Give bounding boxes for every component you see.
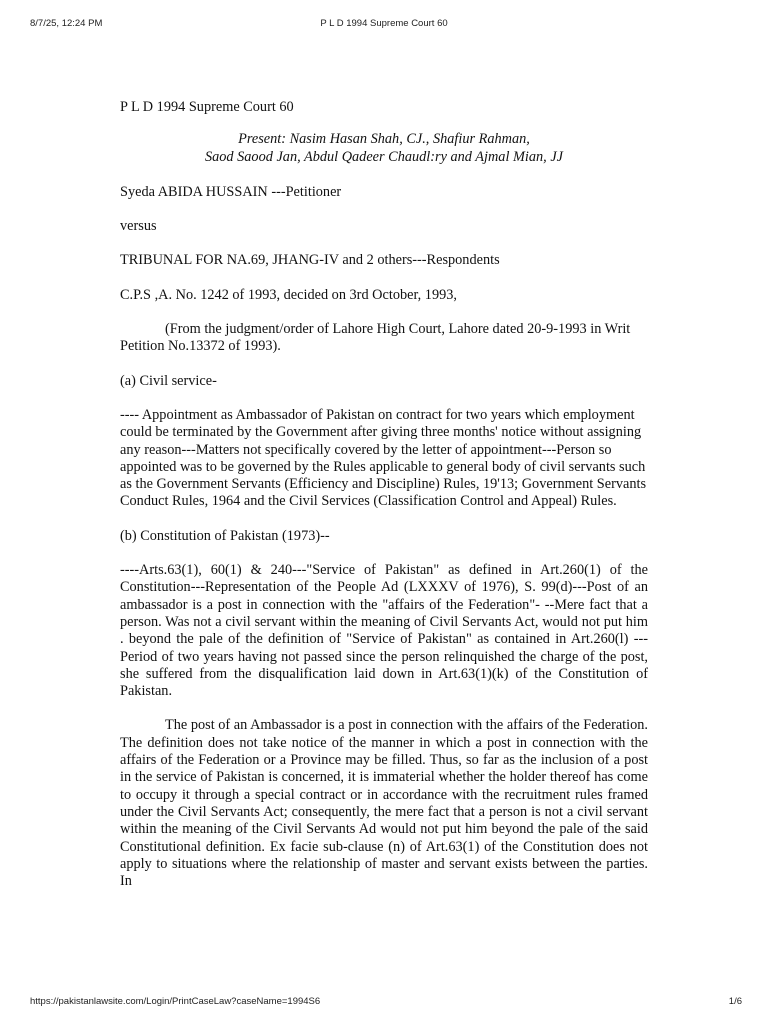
print-footer: [0, 996, 768, 1010]
page-number: 1/6: [728, 996, 742, 1007]
heading-civil-service: (a) Civil service-: [120, 372, 217, 389]
respondents: TRIBUNAL FOR NA.69, JHANG-IV and 2 others---Respondents: [120, 252, 500, 269]
print-header: [0, 18, 768, 32]
paragraph-civil-service: ---- Appointment as Ambassador of Pakistan on contract for two years which employment could be terminated by the Government after giving three months' notice without assigning any reason---Matters not specifically covered by the letter of appointment---Person so appointed was to be governed by the Rules applicable to general body of civil servants such as the Government Servants (Efficiency and Discipline) Rules, 19'13; Government Servants Conduct Rules, 1964 and the Civil Services (Classification Control and Appeal) Rules.: [120, 406, 647, 510]
bench-line-2: Saod Saood Jan, Abdul Qadeer Chaudl:ry and Ajmal Mian, JJ: [204, 148, 564, 165]
paragraph-constitution: ----Arts.63(1), 60(1) & 240---"Service of Pakistan" as defined in Art.260(1) of the Constitution---Representation of the People Ad (LXXXV of 1976), S. 99(d)---Post of an ambassador is a post in connection with the "affairs of the Federation"- --Mere fact that a person. Was not a civil servant within the meaning of Civil Servants Act, would not put him . beyond the pale of the definition of "Service of Pakistan" as contained in Art.260(l) --- Period of two years having not passed since the person relinquished the charge of the post, she suffered from the disqualification laid down in Art.63(1)(k) of the Constitution of Pakistan.: [120, 562, 648, 700]
case-number: C.P.S ,A. No. 1242 of 1993, decided on 3rd October, 1993,: [120, 286, 457, 303]
paragraph-main: The post of an Ambassador is a post in connection with the affairs of the Federation. The definition does not take notice of the manner in which a post in connection with the affairs of the Federation or a Province may be filled. Thus, so far as the inclusion of a post in the service of Pakistan is concerned, it is immaterial whether the holder thereof has come to occupy it through a special contract or in accordance with the recruitment rules framed under the Civil Servants Act; consequently, the mere fact that a person is not a civil servant within the meaning of the Civil Servants Ad would not put him beyond the pale of the said Constitutional definition. Ex facie sub-clause (n) of Art.63(1) of the Constitution does not apply to situations where the relationship of master and servant exists between the parties. In: [120, 717, 648, 890]
case-document: [120, 99, 648, 890]
bench-line-1: Present: Nasim Hasan Shah, CJ., Shafiur Rahman,: [238, 131, 530, 148]
versus: versus: [120, 218, 157, 235]
case-citation: P L D 1994 Supreme Court 60: [120, 99, 294, 115]
print-title: P L D 1994 Supreme Court 60: [320, 18, 448, 29]
from-judgment: (From the judgment/order of Lahore High Court, Lahore dated 20-9-1993 in Writ Petition No.13372 of 1993).: [120, 321, 631, 355]
print-datetime: 8/7/25, 12:24 PM: [30, 18, 103, 29]
bench-present: [120, 131, 648, 166]
petitioner: Syeda ABIDA HUSSAIN ---Petitioner: [120, 183, 342, 200]
heading-constitution: (b) Constitution of Pakistan (1973)--: [120, 527, 330, 544]
print-url: https://pakistanlawsite.com/Login/PrintCaseLaw?caseName=1994S6: [30, 996, 321, 1007]
